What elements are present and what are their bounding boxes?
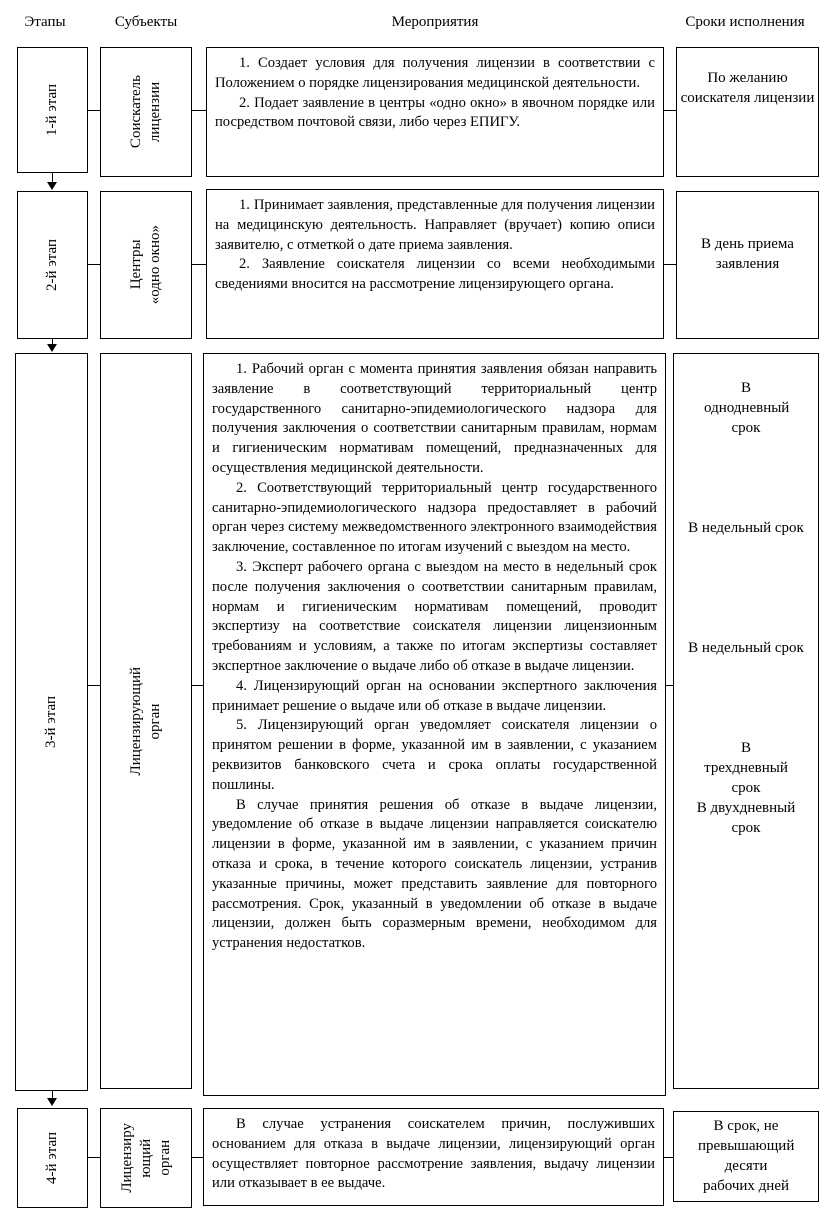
stage-2-label: 2-й этап [44, 239, 60, 291]
stage-2-subject: Центры «одно окно» [128, 225, 163, 305]
connector-line [664, 110, 676, 111]
connector-line [664, 1157, 673, 1158]
stage-3-term-5: В двухдневный срок [696, 800, 796, 836]
stage-3-label: 3-й этап [43, 696, 59, 748]
stage-3-term-4: В трехдневный срок [704, 740, 788, 796]
connector-line [88, 264, 100, 265]
connector-line [666, 685, 673, 686]
stage-3-term-1: В однодневный срок [704, 380, 790, 436]
stage-2-paragraph-2: 2. Заявление соискателя лицензии со всеми необходимыми сведениями вносится на рассмотрение лицензирующего органа. [215, 256, 655, 293]
connector-line [88, 1157, 100, 1158]
connector-line [88, 685, 100, 686]
stage-2-box [17, 191, 88, 339]
stage-4-paragraph-1: В случае устранения соискателем причин, послуживших основанием для отказа в выдаче лицензии, лицензирующий орган осуществляет повторное рассмотрение заявления, выдачу лицензии или отказывает в ее выдаче. [212, 1116, 655, 1192]
stage-3-paragraph-2: 2. Соответствующий территориальный центр государственного санитарно-эпидемиологического надзора предоставляет в рабочий орган через систему межведомственного электронного взаимодействия заключение, составленное по итогам изучений с выездом на место. [212, 479, 657, 556]
stage-4-term: В срок, не превышающий десяти рабочих дней [698, 1118, 795, 1194]
connector-line [192, 685, 203, 686]
stage-2-subject-box [100, 191, 192, 339]
stage-3-box [15, 353, 88, 1091]
stage-3-activities [203, 353, 666, 1096]
stage-2-term-box [676, 191, 819, 339]
stage-3-term-3: В недельный срок [688, 640, 804, 656]
header-activities: Мероприятия [391, 14, 479, 30]
stage-1-paragraph-1: 1. Создает условия для получения лицензии в соответствии с Положением о порядке лицензирования медицинской деятельности. [215, 55, 655, 91]
connector-line [192, 264, 206, 265]
stage-1-paragraph-2: 2. Подает заявление в центры «одно окно» в явочном порядке или посредством почтовой связи, либо через ЕПИГУ. [215, 94, 655, 131]
stage-2-paragraph-1: 1. Принимает заявления, представленные для получения лицензии на медицинскую деятельность. Направляет (вручает) копию описи заявителю, с отметкой о дате приема заявления. [215, 197, 655, 253]
stage-1-box [17, 47, 88, 173]
stage-4-term-box [673, 1111, 819, 1202]
stage-1-label: 1-й этап [44, 84, 60, 136]
stage-3-paragraph-6: В случае принятия решения об отказе в выдаче лицензии, уведомление об отказе в выдаче лицензии направляется соискателю лицензии в форме, указанной им в заявлении, с указанием причин отказа и срока, в течение которого соискатель лицензии, устранив указанные причины, может представить заявление для повторного рассмотрения. Срок, указанный в уведомлении об отказе в выдаче лицензии, должен быть соразмерным времени, необходимом для устранения недостатков. [212, 796, 657, 952]
stage-3-paragraph-3: 3. Эксперт рабочего органа с выездом на место в недельный срок после получения заключения о соответствии санитарным правилам, нормам и гигиеническим нормативам помещений, проводит экспертизу на соответствие соискателя лицензии лицензионным требованиям и условиям, а также по итогам экспертизы составляет экспертное заключение о выдаче либо об отказе в выдаче лицензии. [212, 558, 657, 674]
connector-line [192, 110, 206, 111]
stage-1-subject-box [100, 47, 192, 177]
stage-1-activities [206, 47, 664, 177]
connector-line [192, 1157, 203, 1158]
stage-4-subject: Лицензиру ющий орган [118, 1123, 173, 1193]
stage-3-terms-box [673, 353, 819, 1089]
stage-3-paragraph-1: 1. Рабочий орган с момента принятия заявления обязан направить заявление в соответствующий территориальный центр государственного санитарно-эпидемиологического надзора для получения заключения о соответствии санитарным правилам, нормам и гигиеническим нормативам помещений, предназначенных для осуществления медицинской деятельности. [212, 361, 657, 476]
stage-1-subject: Соискатель лицензии [128, 75, 163, 149]
connector-line [88, 110, 100, 111]
connector-line [664, 264, 676, 265]
stage-3-paragraph-5: 5. Лицензирующий орган уведомляет соискателя лицензии о принятом решении в форме, указанной им в заявлении, с указанием реквизитов банковского счета и срока оплаты государственной пошлины. [212, 717, 657, 793]
stage-2-activities [206, 189, 664, 339]
stage-4-activities [203, 1108, 664, 1206]
stage-3-subject-box [100, 353, 192, 1089]
stage-2-term: В день приема заявления [701, 236, 794, 272]
stage-4-box [17, 1108, 88, 1208]
stage-3-subject: Лицензирующий орган [128, 666, 163, 776]
stage-1-term: По желанию соискателя лицензии [680, 70, 815, 106]
stage-arrow-head [47, 182, 57, 190]
stage-3-term-2: В недельный срок [688, 520, 804, 536]
stage-4-label: 4-й этап [44, 1132, 60, 1184]
stage-arrow-head [47, 344, 57, 352]
stage-1-term-box [676, 47, 819, 177]
header-subjects: Субъекты [114, 14, 178, 30]
stage-arrow-head [47, 1098, 57, 1106]
stage-4-subject-box [100, 1108, 192, 1208]
stage-3-paragraph-4: 4. Лицензирующий орган на основании экспертного заключения принимает решение о выдаче или об отказе в выдаче лицензии. [212, 677, 657, 714]
header-terms: Сроки исполнения [685, 14, 805, 30]
header-stages: Этапы [24, 14, 66, 30]
